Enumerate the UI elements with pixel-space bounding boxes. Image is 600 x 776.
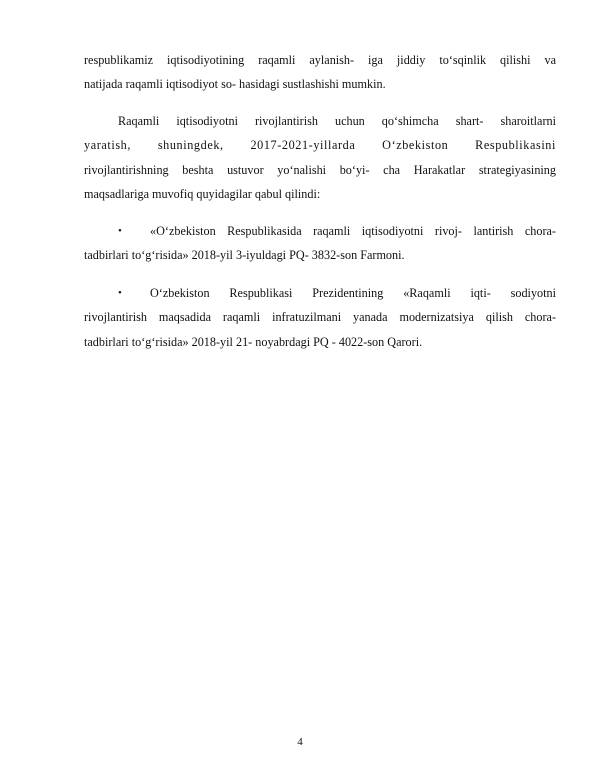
page-number: 4	[297, 736, 303, 748]
text-line: tadbirlari to‘g‘risida» 2018-yil 21- noyabrdagi PQ - 4022-son Qarori.	[84, 334, 423, 349]
bullet-item-1	[84, 219, 556, 268]
text-line: O‘zbekiston Respublikasi Prezidentining «Raqamli iqti- sodiyotni	[150, 286, 556, 300]
document-body	[84, 48, 556, 97]
text-line: natijada raqamli iqtisodiyot so- hasidagi sustlashishi mumkin.	[84, 77, 386, 92]
paragraph-continuation	[84, 48, 556, 97]
text-line: Raqamli iqtisodiyotni rivojlantirish uchun qo‘shimcha shart- sharoitlarni	[118, 114, 556, 128]
text-line: rivojlantirishning beshta ustuvor yo‘nalishi bo‘yi- cha Harakatlar strategiyasining	[84, 162, 556, 177]
bullet-marker: •	[118, 225, 122, 237]
bullet-marker: •	[118, 287, 122, 299]
text-line: respublikamiz iqtisodiyotining raqamli aylanish- iga jiddiy to‘sqinlik qilishi va	[84, 53, 556, 67]
paragraph-adopted-documents	[84, 109, 556, 206]
text-line: yaratish, shuningdek, 2017-2021-yillarda O‘zbekiston Respublikasini	[84, 138, 556, 153]
text-line: maqsadlariga muvofiq quyidagilar qabul qilindi:	[84, 186, 321, 201]
text-line: «O‘zbekiston Respublikasida raqamli iqtisodiyotni rivoj- lantirish chora-	[150, 224, 556, 238]
text-line: tadbirlari to‘g‘risida» 2018-yil 3-iyuldagi PQ- 3832-son Farmoni.	[84, 248, 405, 263]
bullet-item-2	[84, 281, 556, 354]
text-line: rivojlantirish maqsadida raqamli infratuzilmani yanada modernizatsiya qilish chora-	[84, 310, 556, 325]
